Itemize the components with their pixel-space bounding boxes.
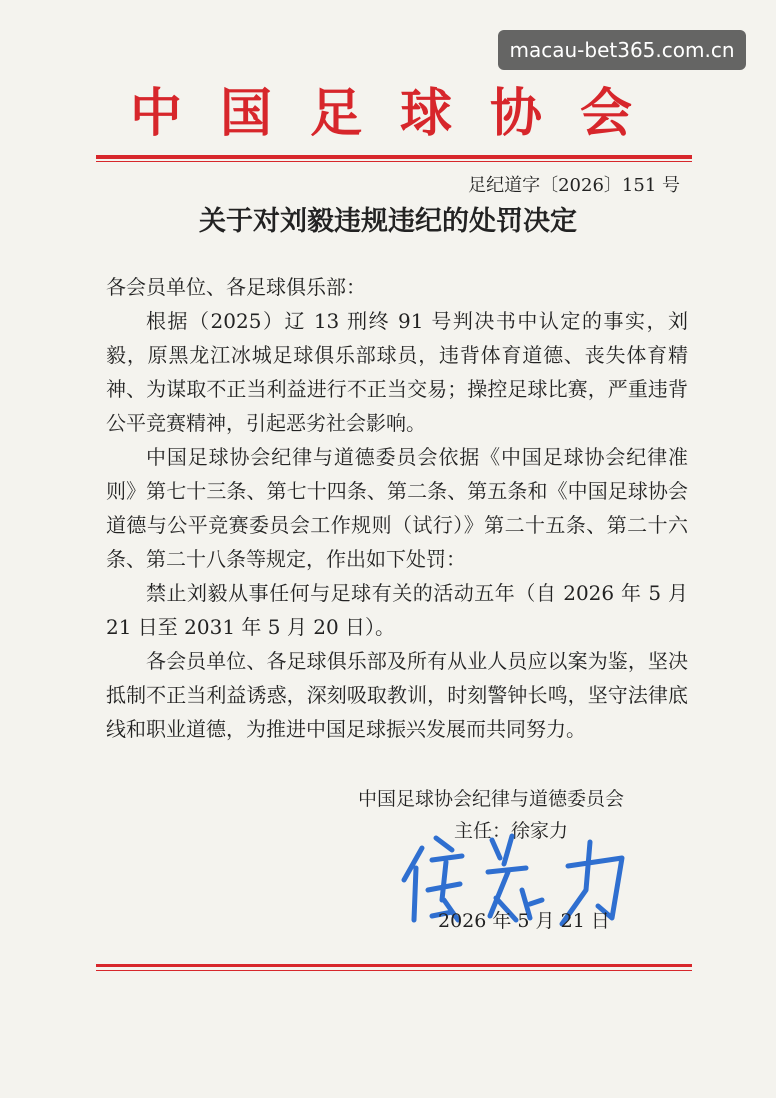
document-number: 足纪道字〔2026〕151 号 [468,175,680,196]
watermark-badge: macau-bet365.com.cn [498,30,746,70]
salutation: 各会员单位、各足球俱乐部： [106,275,366,299]
document-body [106,304,688,746]
document-title: 关于对刘毅违规违纪的处罚决定 [199,206,577,237]
footer-divider-thin [96,970,692,971]
letterhead-divider-thin [96,161,692,162]
letterhead-divider-thick [96,155,692,159]
signing-committee: 中国足球协会纪律与道德委员会 [358,788,625,810]
paragraph-penalty: 禁止刘毅从事任何与足球有关的活动五年（自 2026 年 5 月 21 日至 2031 年 5 月 20 日）。 [106,581,688,639]
signing-date: 2026 年 5 月 21 日 [438,910,610,932]
paragraph-facts: 根据（2025）辽 13 刑终 91 号判决书中认定的事实，刘毅，原黑龙江冰城足球俱乐部球员，违背体育道德、丧失体育精神、为谋取不正当利益进行不正当交易；操控足球比赛，严重违背公平竞赛精神，引起恶劣社会影响。 [106,309,688,435]
paragraph-warning: 各会员单位、各足球俱乐部及所有从业人员应以案为鉴，坚决抵制不正当利益诱惑，深刻吸取教训，时刻警钟长鸣，坚守法律底线和职业道德，为推进中国足球振兴发展而共同努力。 [106,649,688,741]
signing-chair: 主任：徐家力 [454,820,569,842]
paragraph-legal-basis: 中国足球协会纪律与道德委员会依据《中国足球协会纪律准则》第七十三条、第七十四条、第二条、第五条和《中国足球协会道德与公平竞赛委员会工作规则（试行）》第二十五条、第二十六条、第二十八条等规定，作出如下处罚： [106,445,688,571]
footer-divider-thick [96,964,692,967]
letterhead-organization: 中国足球协会 [130,83,671,144]
